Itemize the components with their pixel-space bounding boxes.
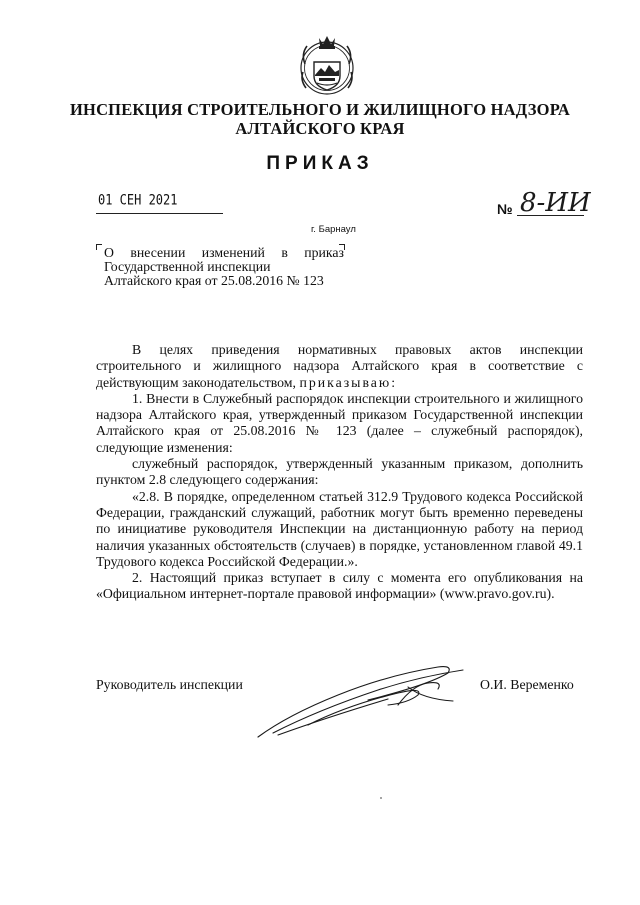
preamble-colon: : bbox=[391, 374, 396, 390]
signatory-name: О.И. Веременко bbox=[480, 677, 574, 692]
order-number-label: № bbox=[497, 201, 513, 217]
handwritten-signature-icon bbox=[248, 655, 473, 745]
order-date: 01 СЕН 2021 bbox=[98, 191, 178, 209]
organization-name-line2: АЛТАЙСКОГО КРАЯ bbox=[235, 119, 405, 138]
paragraph-quoted-clause: «2.8. В порядке, определенном статьей 312.9 Трудового кодекса Российской Федерации, гражданский служащий, работник могут быть временно переведены по инициативе руководителя Инспекции на дистанционную работу на период наличия указанных обстоятельств (случаев) в порядке, установленном главой 49.1 Трудового кодекса Российской Федерации.». bbox=[96, 488, 583, 569]
scan-speck bbox=[380, 797, 382, 799]
organization-name-line1: ИНСПЕКЦИЯ СТРОИТЕЛЬНОГО И ЖИЛИЩНОГО НАДЗОРА bbox=[70, 100, 570, 119]
subject-line-1: О внесении изменений в приказ bbox=[104, 245, 344, 260]
order-number-handwritten: 8-ИИ bbox=[520, 188, 591, 218]
paragraph-item-1: 1. Внести в Служебный распорядок инспекции строительного и жилищного надзора Алтайского края, утвержденный приказом Государственной инспекции Алтайского края от 25.08.2016 № 123 (далее – служебный распорядок), следующие изменения: bbox=[96, 390, 583, 455]
paragraph-item-2: 2. Настоящий приказ вступает в силу с момента его опубликования на «Официальном интернет-портале правовой информации» (www.pravo.gov.ru). bbox=[96, 570, 583, 602]
signatory-role: Руководитель инспекции bbox=[96, 677, 243, 692]
document-type-title: ПРИКАЗ bbox=[266, 153, 374, 174]
order-subject bbox=[104, 246, 344, 288]
preamble-text: В целях приведения нормативных правовых актов инспекции строительного и жилищного надзора Алтайского края в соответствие с действующим законодательством, bbox=[96, 342, 583, 390]
city-label: г. Барнаул bbox=[311, 224, 356, 235]
subject-line-2: Государственной инспекции bbox=[104, 259, 271, 274]
order-body bbox=[96, 342, 583, 603]
date-underline bbox=[96, 213, 223, 214]
order-verb: приказываю bbox=[299, 374, 392, 390]
subject-line-3: Алтайского края от 25.08.2016 № 123 bbox=[104, 273, 324, 288]
number-underline bbox=[517, 215, 584, 216]
paragraph-preamble bbox=[96, 342, 583, 391]
coat-of-arms-emblem-icon bbox=[297, 34, 357, 100]
paragraph-amendment: служебный распорядок, утвержденный указанным приказом, дополнить пунктом 2.8 следующего содержания: bbox=[96, 456, 583, 488]
subject-bracket-left bbox=[96, 244, 102, 250]
